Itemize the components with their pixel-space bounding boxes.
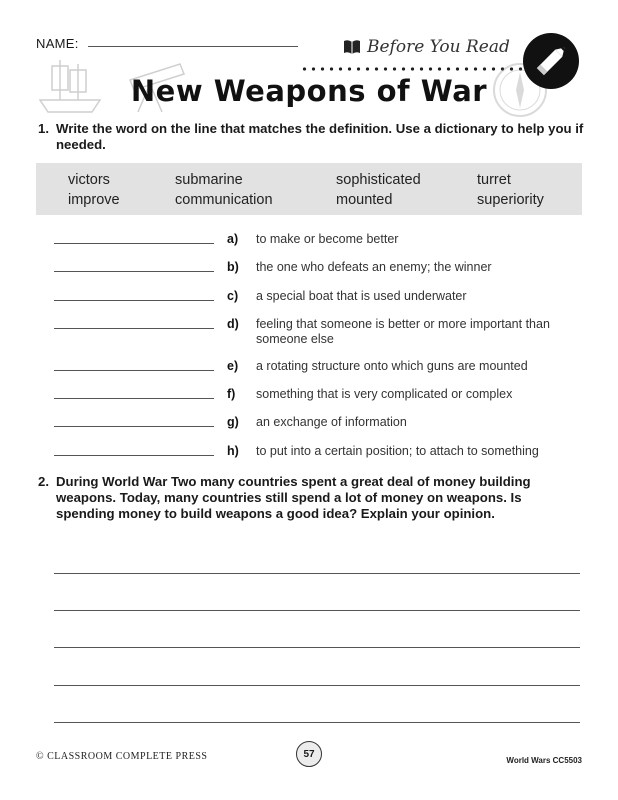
question-text: Write the word on the line that matches the definition. Use a dictionary to help you if needed. — [56, 121, 584, 152]
word-bank-item: sophisticated — [336, 172, 421, 188]
definition-text: an exchange of information — [256, 415, 407, 429]
definition-letter: a) — [227, 232, 239, 246]
definition-letter: d) — [227, 317, 239, 331]
answer-blank[interactable] — [54, 426, 214, 427]
definition-text: a rotating structure onto which guns are mounted — [256, 359, 528, 373]
definition-letter: c) — [227, 289, 239, 303]
word-bank-item: improve — [68, 192, 120, 208]
word-bank-item: victors — [68, 172, 110, 188]
question-text: During World War Two many countries spent a great deal of money building weapons. Today, many countries still spend a lot of money on weapons. Is spending money to build weapons a good idea? Explain your opinion. — [56, 474, 531, 521]
word-bank-item: submarine — [175, 172, 243, 188]
definition-letter: g) — [227, 415, 239, 429]
answer-blank[interactable] — [54, 300, 214, 301]
answer-line[interactable] — [54, 647, 580, 648]
word-bank-item: communication — [175, 192, 273, 208]
word-bank-item: superiority — [477, 192, 544, 208]
definition-text: something that is very complicated or complex — [256, 387, 513, 401]
definition-text: to make or become better — [256, 232, 399, 246]
definition-letter: b) — [227, 260, 239, 274]
question-number: 1. — [38, 121, 49, 136]
answer-line[interactable] — [54, 722, 580, 723]
definition-text: the one who defeats an enemy; the winner — [256, 260, 492, 274]
definition-letter: f) — [227, 387, 236, 401]
definition-text: feeling that someone is better or more important than someone else — [256, 317, 550, 346]
definition-letter: h) — [227, 444, 239, 458]
definition-text: to put into a certain position; to attach to something — [256, 444, 539, 458]
name-line — [88, 46, 298, 47]
page-title: New Weapons of War — [130, 74, 488, 108]
book-code: World Wars CC5503 — [506, 756, 582, 765]
book-icon — [343, 39, 361, 55]
definition-letter: e) — [227, 359, 239, 373]
word-bank-item: turret — [477, 172, 511, 188]
word-bank — [36, 163, 582, 215]
definition-text: a special boat that is used underwater — [256, 289, 467, 303]
answer-blank[interactable] — [54, 243, 214, 244]
word-bank-item: mounted — [336, 192, 393, 208]
answer-line[interactable] — [54, 573, 580, 574]
publisher-credit: © CLASSROOM COMPLETE PRESS — [36, 751, 208, 762]
answer-line[interactable] — [54, 610, 580, 611]
answer-blank[interactable] — [54, 328, 214, 329]
section-label — [343, 37, 510, 57]
answer-blank[interactable] — [54, 370, 214, 371]
question-number: 2. — [38, 474, 49, 489]
answer-line[interactable] — [54, 685, 580, 686]
name-label: NAME: — [36, 36, 79, 51]
answer-blank[interactable] — [54, 455, 214, 456]
section-label-text: Before You Read — [367, 37, 510, 57]
answer-blank[interactable] — [54, 398, 214, 399]
page-number: 57 — [296, 741, 322, 767]
answer-blank[interactable] — [54, 271, 214, 272]
